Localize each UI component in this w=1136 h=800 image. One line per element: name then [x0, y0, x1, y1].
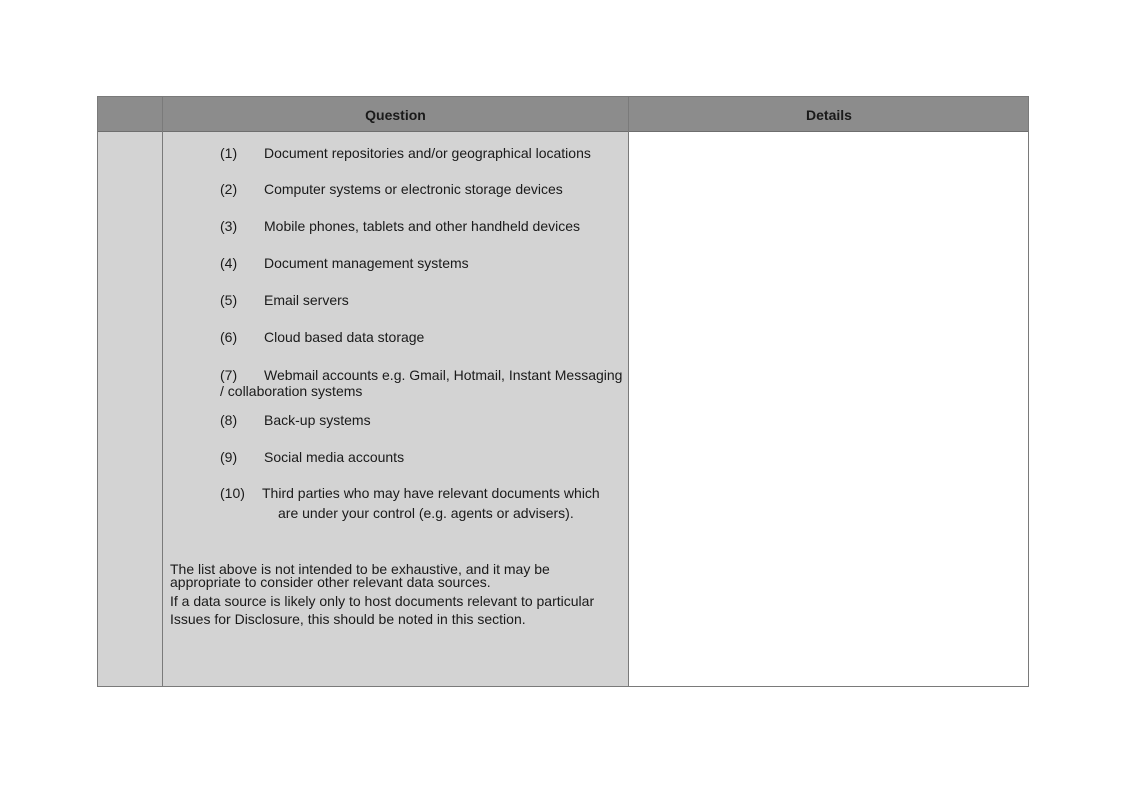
- list-item-text: Document management systems: [264, 255, 469, 271]
- details-input-cell[interactable]: [629, 132, 1028, 686]
- list-item-number: (6): [220, 329, 238, 345]
- list-item-number: (5): [220, 292, 238, 308]
- list-item: [220, 255, 628, 271]
- table-header-row: [98, 97, 1028, 132]
- list-item-number: (7): [220, 367, 238, 383]
- column-divider: [162, 97, 163, 686]
- list-item: [220, 367, 626, 399]
- list-item-number: (4): [220, 255, 238, 271]
- list-item: [220, 292, 628, 308]
- list-item-text: Social media accounts: [264, 449, 405, 465]
- list-item-text: Computer systems or electronic storage devices: [264, 181, 563, 197]
- list-item-continuation: are under your control (e.g. agents or advisers).: [278, 505, 574, 521]
- list-item-continuation: / collaboration systems: [220, 383, 363, 399]
- list-item: [220, 218, 628, 234]
- list-item-number: (2): [220, 181, 238, 197]
- list-item-number: (9): [220, 449, 238, 465]
- list-item-text: Cloud based data storage: [264, 329, 425, 345]
- list-item-text: Email servers: [264, 292, 349, 308]
- list-item: [220, 329, 628, 345]
- list-item-number: (8): [220, 412, 238, 428]
- disclosure-table: [97, 96, 1029, 687]
- question-cell: [163, 132, 628, 686]
- header-details: Details: [806, 107, 852, 123]
- list-item: [220, 181, 628, 197]
- list-item-text: Webmail accounts e.g. Gmail, Hotmail, Instant Messaging: [264, 367, 623, 383]
- list-item-number: (1): [220, 145, 238, 161]
- header-question: Question: [365, 107, 426, 123]
- list-item-text: Mobile phones, tablets and other handheld devices: [264, 218, 580, 234]
- list-item-number: (10): [220, 485, 245, 501]
- list-item: [220, 145, 628, 161]
- list-item-text: Back-up systems: [264, 412, 371, 428]
- header-number-cell: [98, 97, 162, 131]
- note-line: appropriate to consider other relevant data sources.: [170, 574, 491, 590]
- list-item: [220, 449, 628, 465]
- number-column-cell: [98, 132, 162, 686]
- list-item-text: Document repositories and/or geographical locations: [264, 145, 591, 161]
- list-item-number: (3): [220, 218, 238, 234]
- list-item: [220, 483, 626, 523]
- column-divider: [628, 97, 629, 686]
- note-line: Issues for Disclosure, this should be noted in this section.: [170, 611, 526, 627]
- list-item-text: Third parties who may have relevant documents which: [262, 485, 600, 501]
- note-line: The list above is not intended to be exhaustive, and it may be: [170, 561, 550, 577]
- list-item: [220, 412, 628, 428]
- note-line: If a data source is likely only to host documents relevant to particular: [170, 593, 595, 609]
